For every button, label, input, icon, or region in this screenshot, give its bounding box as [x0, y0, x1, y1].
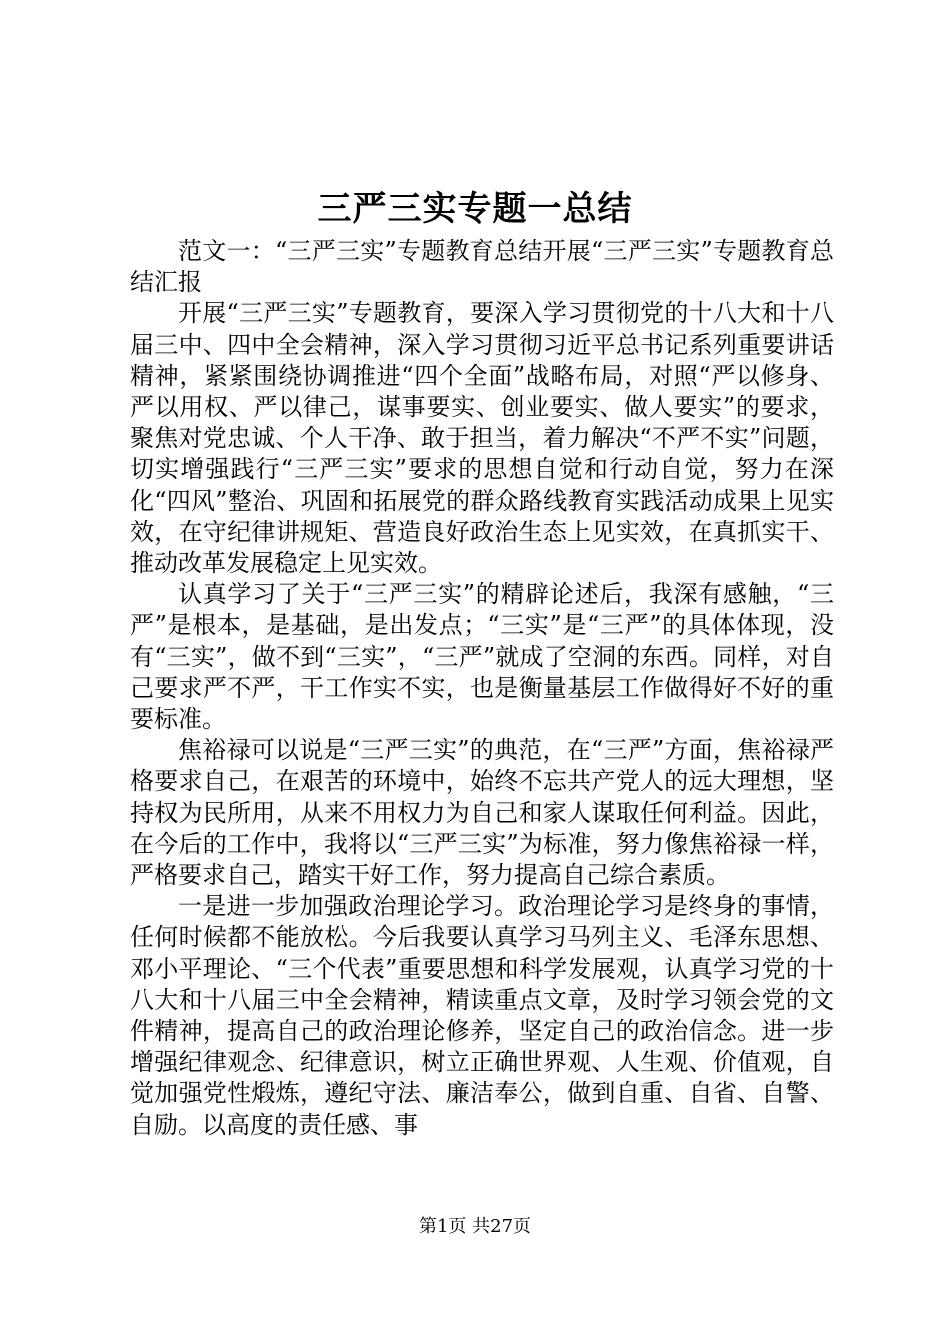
- paragraph-3: 认真学习了关于“三严三实”的精辟论述后，我深有感触，“三严”是根本，是基础，是出发点；“三实”是“三严”的具体体现，没有“三实”，做不到“三实”，“三严”就成了空洞的东西。同样，对自己要求严不严，干工作实不实，也是衡量基层工作做得好不好的重要标准。: [130, 580, 834, 734]
- paragraph-2: 开展“三严三实”专题教育，要深入学习贯彻党的十八大和十八届三中、四中全会精神，深入学习贯彻习近平总书记系列重要讲话精神，紧紧围绕协调推进“四个全面”战略布局，对照“严以修身、严以用权、严以律己，谋事要实、创业要实、做人要实”的要求，聚焦对党忠诚、个人干净、敢于担当，着力解决“不严不实”问题，切实增强践行“三严三实”要求的思想自觉和行动自觉，努力在深化“四风”整治、巩固和拓展党的群众路线教育实践活动成果上见实效，在守纪律讲规矩、营造良好政治生态上见实效，在真抓实干、推动改革发展稳定上见实效。: [130, 299, 834, 578]
- page-number-footer: 第1页 共27页: [418, 1216, 532, 1237]
- document-body: [130, 236, 834, 1141]
- paragraph-5: 一是进一步加强政治理论学习。政治理论学习是终身的事情，任何时候都不能放松。今后我要认真学习马列主义、毛泽东思想、邓小平理论、“三个代表”重要思想和科学发展观，认真学习党的十八大和十八届三中全会精神，精读重点文章，及时学习领会党的文件精神，提高自己的政治理论修养，坚定自己的政治信念。进一步增强纪律观念、纪律意识，树立正确世界观、人生观、价值观，自觉加强党性煅炼，遵纪守法、廉洁奉公，做到自重、自省、自警、自励。以高度的责任感、事: [130, 892, 834, 1139]
- paragraph-4: 焦裕禄可以说是“三严三实”的典范，在“三严”方面，焦裕禄严格要求自己，在艰苦的环境中，始终不忘共产党人的远大理想，坚持权为民所用，从来不用权力为自己和家人谋取任何利益。因此，在今后的工作中，我将以“三严三实”为标准，努力像焦裕禄一样，严格要求自己，踏实干好工作，努力提高自己综合素质。: [130, 736, 834, 890]
- document-title: 三严三实专题一总结: [317, 189, 633, 229]
- paragraph-1: 范文一：“三严三实”专题教育总结开展“三严三实”专题教育总结汇报: [130, 237, 834, 297]
